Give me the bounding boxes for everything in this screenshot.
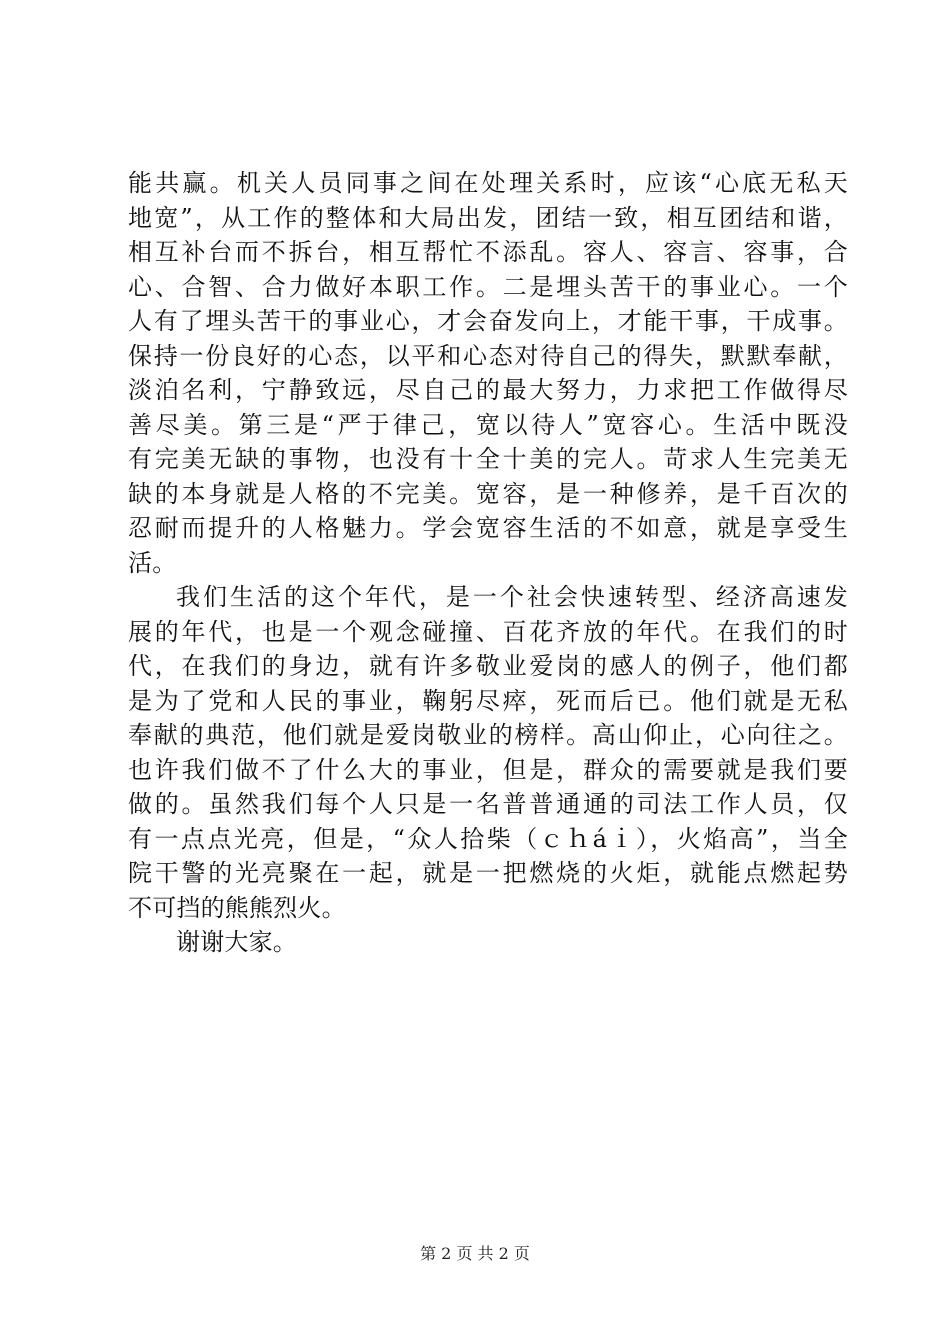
text-line: 做的。虽然我们每个人只是一名普普通通的司法工作人员，仅 [128, 790, 848, 818]
text-line: 能共赢。机关人员同事之间在处理关系时，应该“心底无私天 [128, 169, 848, 197]
text-line: 地宽”，从工作的整体和大局出发，团结一致，相互团结和谐， [128, 203, 848, 232]
text-line: 院干警的光亮聚在一起，就是一把燃烧的火炬，就能点燃起势 [128, 859, 848, 887]
text-line: 也许我们做不了什么大的事业，但是，群众的需要就是我们要 [128, 755, 848, 784]
page-footer: 第 2 页 共 2 页 [420, 1244, 530, 1263]
text-line: 有一点点光亮，但是，“众人拾柴（ｃｈáｉ），火焰高”，当全 [128, 824, 848, 853]
text-line: 我们生活的这个年代，是一个社会快速转型、经济高速发 [176, 583, 848, 611]
text-line: 奉献的典范，他们就是爱岗敬业的榜样。高山仰止，心向往之。 [128, 721, 848, 749]
document-body [128, 166, 848, 960]
text-line: 展的年代，也是一个观念碰撞、百花齐放的年代。在我们的时 [128, 617, 848, 646]
text-line: 人有了埋头苦干的事业心，才会奋发向上，才能干事，干成事。 [128, 307, 848, 335]
text-line: 善尽美。第三是“严于律己，宽以待人”宽容心。生活中既没 [128, 410, 848, 439]
text-line: 淡泊名利，宁静致远，尽自己的最大努力，力求把工作做得尽 [128, 376, 848, 404]
text-line: 有完美无缺的事物，也没有十全十美的完人。苛求人生完美无 [128, 445, 848, 473]
text-line: 谢谢大家。 [176, 928, 297, 956]
text-line: 不可挡的熊熊烈火。 [128, 893, 346, 922]
text-line: 活。 [128, 548, 177, 577]
text-line: 相互补台而不拆台，相互帮忙不添乱。容人、容言、容事，合 [128, 238, 848, 266]
text-line: 保持一份良好的心态，以平和心态对待自己的得失，默默奉献， [128, 341, 848, 370]
paragraph-2 [128, 580, 848, 925]
paragraph-1 [128, 166, 848, 580]
text-line: 忍耐而提升的人格魅力。学会宽容生活的不如意，就是享受生 [128, 514, 848, 542]
text-line: 代，在我们的身边，就有许多敬业爱岗的感人的例子，他们都 [128, 652, 848, 680]
text-line: 是为了党和人民的事业，鞠躬尽瘁，死而后已。他们就是无私 [128, 686, 848, 715]
paragraph-3 [128, 925, 848, 960]
text-line: 缺的本身就是人格的不完美。宽容，是一种修养，是千百次的 [128, 479, 848, 508]
text-line: 心、合智、合力做好本职工作。二是埋头苦干的事业心。一个 [128, 272, 848, 301]
